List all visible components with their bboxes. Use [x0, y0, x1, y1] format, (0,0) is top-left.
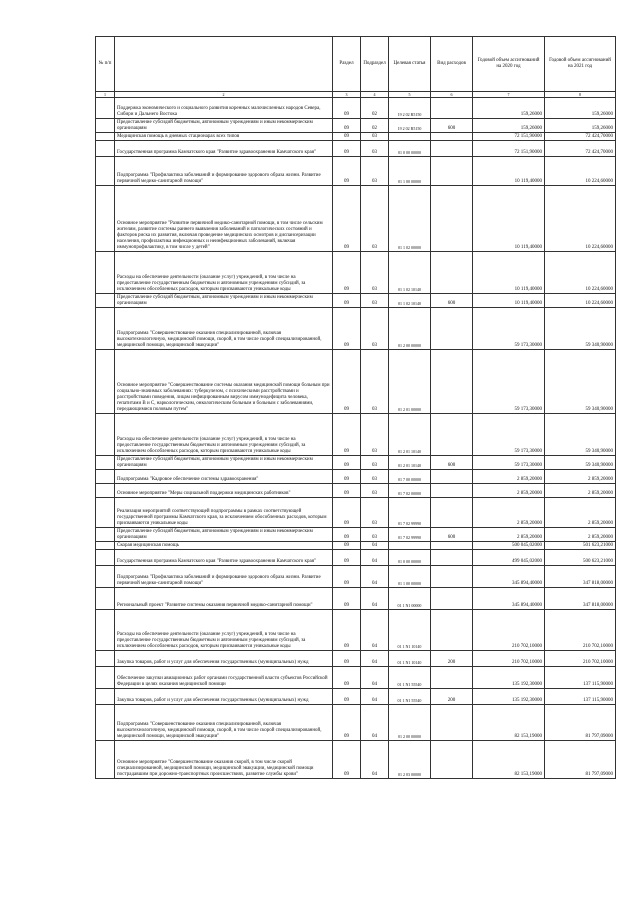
table-row	[96, 610, 616, 651]
row-expense-type-cell	[431, 542, 473, 550]
row-podrazdel-cell: 04	[361, 667, 389, 689]
row-razdel-cell: 09	[333, 542, 361, 550]
row-2021-cell: 72 424,70000	[545, 141, 616, 157]
row-podrazdel-cell: 03	[361, 456, 389, 470]
row-podrazdel-cell: 02	[361, 98, 389, 119]
row-target-article-cell: 01 0 00 00000	[389, 141, 431, 157]
row-podrazdel-cell: 03	[361, 133, 389, 141]
row-razdel-cell: 09	[333, 610, 361, 651]
row-target-article-cell: 01 1 00 00000	[389, 566, 431, 588]
row-podrazdel-cell: 04	[361, 550, 389, 566]
table-row	[96, 484, 616, 498]
row-razdel-cell: 09	[333, 498, 361, 528]
row-name-cell: Подпрограмма "Совершенствование оказания специализированной, включая высокотехнологичную, медицинской помощи, скорой, в том числе скорой специализированной, медицинской помощи, медицинской эвакуации"	[115, 705, 333, 741]
row-expense-type-cell	[431, 186, 473, 252]
row-name-cell: Закупка товаров, работ и услуг для обеспечения государственных (муниципальных) нужд	[115, 651, 333, 667]
table-row	[96, 350, 616, 414]
table-row	[96, 470, 616, 484]
row-number-cell	[96, 705, 115, 741]
row-2020-cell: 159,26000	[473, 119, 545, 133]
row-2020-cell: 59 173,30000	[473, 350, 545, 414]
row-podrazdel-cell: 03	[361, 186, 389, 252]
row-razdel-cell: 09	[333, 308, 361, 350]
table-row	[96, 133, 616, 141]
col-header-target-article: Целевая статья	[389, 37, 431, 92]
row-2021-cell: 2 859,20000	[545, 470, 616, 484]
row-2021-cell: 159,26000	[545, 119, 616, 133]
row-2021-cell: 59 340,90000	[545, 456, 616, 470]
row-name-cell: Расходы на обеспечение деятельности (оказание услуг) учреждений, в том числе на предоставление государственным бюджетным и автономным учреждениям субсидий, за исключением обособленных расходов, которым присваиваются уникальные коды	[115, 610, 333, 651]
row-2021-cell: 2 859,20000	[545, 528, 616, 542]
row-2020-cell: 72 151,90000	[473, 141, 545, 157]
row-target-article-cell	[389, 133, 431, 141]
row-name-cell: Предоставление субсидий бюджетным, автономным учреждениям и иным некоммерческим организациям	[115, 528, 333, 542]
col-header-razdel: Раздел	[333, 37, 361, 92]
row-name-cell: Основное мероприятие "Совершенствование системы оказания медицинской помощи больным при социально-значимых заболеваниях: туберкулезом, с психическими расстройствами и расстройствами поведения, лицам инфицированным вирусом иммунодефицита человека, гепатитами В и С, наркологическим, онкологическим больным и больным с заболеваниями, передающимися половым путем"	[115, 350, 333, 414]
row-razdel-cell: 09	[333, 294, 361, 308]
row-target-article-cell: 01 2 03 00000	[389, 741, 431, 779]
col-num-6: 6	[431, 92, 473, 98]
row-2020-cell: 159,26000	[473, 98, 545, 119]
row-podrazdel-cell: 03	[361, 157, 389, 186]
row-number-cell	[96, 350, 115, 414]
row-2020-cell: 135 192,30000	[473, 667, 545, 689]
row-target-article-cell: 01 1 02 10140	[389, 294, 431, 308]
row-2020-cell: 2 859,20000	[473, 498, 545, 528]
row-number-cell	[96, 141, 115, 157]
row-podrazdel-cell: 03	[361, 350, 389, 414]
row-expense-type-cell	[431, 157, 473, 186]
row-2021-cell: 159,26000	[545, 98, 616, 119]
row-number-cell	[96, 484, 115, 498]
row-target-article-cell: 01 1 N1 10140	[389, 610, 431, 651]
row-expense-type-cell	[431, 667, 473, 689]
budget-table-sheet	[95, 36, 615, 779]
table-row	[96, 119, 616, 133]
row-razdel-cell: 09	[333, 528, 361, 542]
row-expense-type-cell: 600	[431, 528, 473, 542]
col-header-expense-type: Вид расходов	[431, 37, 473, 92]
row-number-cell	[96, 470, 115, 484]
col-num-1: 1	[96, 92, 115, 98]
col-num-4: 4	[361, 92, 389, 98]
row-number-cell	[96, 414, 115, 456]
table-row	[96, 705, 616, 741]
row-razdel-cell: 09	[333, 470, 361, 484]
row-expense-type-cell	[431, 141, 473, 157]
header-row	[96, 37, 616, 92]
row-number-cell	[96, 667, 115, 689]
row-target-article-cell: 01 1 00 00000	[389, 157, 431, 186]
row-expense-type-cell: 600	[431, 294, 473, 308]
row-name-cell: Государственная программа Камчатского края "Развитие здравоохранения Камчатского края"	[115, 141, 333, 157]
row-podrazdel-cell: 03	[361, 141, 389, 157]
row-expense-type-cell	[431, 484, 473, 498]
row-number-cell	[96, 528, 115, 542]
row-target-article-cell: 19 2 02 R5150	[389, 119, 431, 133]
row-2020-cell: 135 192,30000	[473, 689, 545, 705]
col-header-name	[115, 37, 333, 92]
row-razdel-cell: 09	[333, 689, 361, 705]
row-2020-cell: 10 119,40000	[473, 157, 545, 186]
row-expense-type-cell	[431, 610, 473, 651]
table-row	[96, 741, 616, 779]
row-podrazdel-cell: 04	[361, 610, 389, 651]
row-name-cell: Реализация мероприятий соответствующей подпрограммы в рамках соответствующей государственной программы Камчатского края, за исключением обособленных расходов, которым присваиваются уникальные коды	[115, 498, 333, 528]
row-expense-type-cell: 600	[431, 119, 473, 133]
row-podrazdel-cell: 03	[361, 470, 389, 484]
row-2021-cell: 2 859,20000	[545, 498, 616, 528]
row-expense-type-cell: 600	[431, 456, 473, 470]
row-razdel-cell: 09	[333, 667, 361, 689]
row-number-cell	[96, 566, 115, 588]
row-number-cell	[96, 741, 115, 779]
row-2021-cell: 72 424,70000	[545, 133, 616, 141]
row-razdel-cell: 09	[333, 157, 361, 186]
row-name-cell: Поддержка экономического и социального развития коренных малочисленных народов Севера, Сибири и Дальнего Востока	[115, 98, 333, 119]
row-number-cell	[96, 610, 115, 651]
row-name-cell: Закупка товаров, работ и услуг для обеспечения государственных (муниципальных) нужд	[115, 689, 333, 705]
row-target-article-cell: 01 1 N1 10140	[389, 651, 431, 667]
row-expense-type-cell	[431, 705, 473, 741]
row-name-cell: Подпрограмма "Кадровое обеспечение системы здравоохранения"	[115, 470, 333, 484]
row-2020-cell: 72 151,90000	[473, 133, 545, 141]
row-podrazdel-cell: 03	[361, 308, 389, 350]
row-target-article-cell: 01 2 00 00000	[389, 705, 431, 741]
row-number-cell	[96, 308, 115, 350]
table-row	[96, 528, 616, 542]
row-2021-cell: 59 340,90000	[545, 350, 616, 414]
row-number-cell	[96, 542, 115, 550]
row-2021-cell: 347 818,00000	[545, 588, 616, 610]
row-2021-cell: 137 115,90000	[545, 689, 616, 705]
row-number-cell	[96, 456, 115, 470]
row-2021-cell: 210 702,10000	[545, 610, 616, 651]
row-name-cell: Подпрограмма "Профилактика заболеваний и формирование здорового образа жизни. Развитие первичной медико-санитарной помощи"	[115, 157, 333, 186]
row-target-article-cell: 01 7 02 99990	[389, 528, 431, 542]
table-body	[96, 98, 616, 779]
row-name-cell: Основное мероприятие "Совершенствование оказания скорой, в том числе скорой специализированной, медицинской помощи, медицинской эвакуации, медицинской помощи пострадавшим при дорожно-транспортных происшествиях, развитие службы крови"	[115, 741, 333, 779]
row-name-cell: Региональный проект "Развитие системы оказания первичной медико-санитарной помощи"	[115, 588, 333, 610]
row-number-cell	[96, 157, 115, 186]
row-razdel-cell: 09	[333, 651, 361, 667]
row-name-cell: Подпрограмма "Совершенствование оказания специализированной, включая высокотехнологичную, медицинской помощи, скорой, в том числе скорой специализированной, медицинской помощи, медицинской эвакуации"	[115, 308, 333, 350]
row-podrazdel-cell: 04	[361, 705, 389, 741]
row-podrazdel-cell: 03	[361, 498, 389, 528]
col-num-5: 5	[389, 92, 431, 98]
table-row	[96, 498, 616, 528]
table-row	[96, 651, 616, 667]
row-2020-cell: 10 119,40000	[473, 294, 545, 308]
row-target-article-cell: 01 2 01 00000	[389, 350, 431, 414]
row-razdel-cell: 09	[333, 550, 361, 566]
table-row	[96, 157, 616, 186]
row-name-cell: Расходы на обеспечение деятельности (оказание услуг) учреждений, в том числе на предоставление государственным бюджетным и автономным учреждениям субсидий, за исключением обособленных расходов, которым присваиваются уникальные коды	[115, 414, 333, 456]
row-2020-cell: 59 173,30000	[473, 308, 545, 350]
row-expense-type-cell	[431, 252, 473, 294]
col-num-2: 2	[115, 92, 333, 98]
row-2020-cell: 210 702,10000	[473, 610, 545, 651]
row-razdel-cell: 09	[333, 350, 361, 414]
row-2021-cell: 137 115,90000	[545, 667, 616, 689]
row-podrazdel-cell: 03	[361, 484, 389, 498]
row-expense-type-cell	[431, 414, 473, 456]
row-podrazdel-cell: 02	[361, 119, 389, 133]
row-razdel-cell: 09	[333, 414, 361, 456]
row-2021-cell: 10 224,60000	[545, 157, 616, 186]
row-podrazdel-cell: 04	[361, 741, 389, 779]
row-name-cell: Медицинская помощь в дневных стационарах всех типов	[115, 133, 333, 141]
row-2021-cell: 81 797,09000	[545, 741, 616, 779]
row-podrazdel-cell: 03	[361, 294, 389, 308]
table-row	[96, 667, 616, 689]
row-podrazdel-cell: 04	[361, 566, 389, 588]
row-target-article-cell: 01 7 02 99990	[389, 498, 431, 528]
row-target-article-cell: 01 1 02 10140	[389, 252, 431, 294]
row-2020-cell: 82 153,19000	[473, 741, 545, 779]
table-row	[96, 566, 616, 588]
row-razdel-cell: 09	[333, 456, 361, 470]
row-number-cell	[96, 186, 115, 252]
col-num-8: 8	[545, 92, 616, 98]
table-row	[96, 294, 616, 308]
row-podrazdel-cell: 03	[361, 414, 389, 456]
row-2020-cell: 210 702,10000	[473, 651, 545, 667]
row-razdel-cell: 09	[333, 133, 361, 141]
table-row	[96, 588, 616, 610]
row-podrazdel-cell: 03	[361, 528, 389, 542]
table-row	[96, 308, 616, 350]
table-row	[96, 252, 616, 294]
row-expense-type-cell	[431, 98, 473, 119]
table-row	[96, 550, 616, 566]
row-target-article-cell	[389, 542, 431, 550]
row-number-cell	[96, 294, 115, 308]
row-target-article-cell: 19 2 02 R5150	[389, 98, 431, 119]
row-number-cell	[96, 119, 115, 133]
row-2020-cell: 10 119,40000	[473, 186, 545, 252]
row-target-article-cell: 01 2 01 10140	[389, 414, 431, 456]
row-expense-type-cell	[431, 550, 473, 566]
row-podrazdel-cell: 04	[361, 588, 389, 610]
budget-table	[95, 36, 616, 779]
row-2020-cell: 499 045,02000	[473, 550, 545, 566]
row-name-cell: Скорая медицинская помощь	[115, 542, 333, 550]
row-2020-cell: 59 173,30000	[473, 456, 545, 470]
row-number-cell	[96, 98, 115, 119]
row-2021-cell: 2 859,20000	[545, 484, 616, 498]
row-2021-cell: 500 623,21000	[545, 550, 616, 566]
row-number-cell	[96, 498, 115, 528]
row-2021-cell: 81 797,09000	[545, 705, 616, 741]
table-row	[96, 98, 616, 119]
row-2020-cell: 2 859,20000	[473, 470, 545, 484]
row-2021-cell: 501 623,21000	[545, 542, 616, 550]
row-2021-cell: 10 224,60000	[545, 294, 616, 308]
row-podrazdel-cell: 04	[361, 689, 389, 705]
row-2021-cell: 347 818,00000	[545, 566, 616, 588]
row-target-article-cell: 01 7 02 00000	[389, 484, 431, 498]
row-name-cell: Основное мероприятие "Развитие первичной медико-санитарной помощи, в том числе сельским жителям, развитие системы раннего выявления заболеваний и патологических состояний и факторов риска их развития, включая проведение медицинских осмотров и диспансеризации населения, профилактика инфекционных и неинфекционных заболеваний, включая иммунопрофилактику, в том числе у детей"	[115, 186, 333, 252]
row-razdel-cell: 09	[333, 741, 361, 779]
row-razdel-cell: 09	[333, 252, 361, 294]
row-2020-cell: 2 859,20000	[473, 484, 545, 498]
row-target-article-cell: 01 2 01 10140	[389, 456, 431, 470]
row-name-cell: Предоставление субсидий бюджетным, автономным учреждениям и иным некоммерческим организациям	[115, 119, 333, 133]
row-number-cell	[96, 252, 115, 294]
row-razdel-cell: 09	[333, 119, 361, 133]
row-2020-cell: 59 173,30000	[473, 414, 545, 456]
table-row	[96, 542, 616, 550]
row-2021-cell: 59 340,90000	[545, 414, 616, 456]
table-row	[96, 456, 616, 470]
row-expense-type-cell: 200	[431, 651, 473, 667]
row-target-article-cell: 01 1 N1 55540	[389, 667, 431, 689]
row-number-cell	[96, 689, 115, 705]
table-row	[96, 141, 616, 157]
row-2020-cell: 2 859,20000	[473, 528, 545, 542]
row-razdel-cell: 09	[333, 705, 361, 741]
row-expense-type-cell	[431, 588, 473, 610]
row-target-article-cell: 01 1 N1 55540	[389, 689, 431, 705]
row-number-cell	[96, 133, 115, 141]
table-row	[96, 186, 616, 252]
row-expense-type-cell	[431, 308, 473, 350]
row-razdel-cell: 09	[333, 588, 361, 610]
row-expense-type-cell	[431, 350, 473, 414]
row-razdel-cell: 09	[333, 186, 361, 252]
row-target-article-cell: 01 1 N1 00000	[389, 588, 431, 610]
row-2020-cell: 500 045,02000	[473, 542, 545, 550]
row-expense-type-cell: 200	[431, 689, 473, 705]
row-target-article-cell: 01 0 00 00000	[389, 550, 431, 566]
row-2020-cell: 345 894,40000	[473, 566, 545, 588]
col-header-number: № п/п	[96, 37, 115, 92]
row-razdel-cell: 09	[333, 484, 361, 498]
row-name-cell: Предоставление субсидий бюджетным, автономным учреждениям и иным некоммерческим организациям	[115, 456, 333, 470]
table-row	[96, 689, 616, 705]
col-header-2021: Годовой объем ассигнований на 2021 год	[545, 37, 616, 92]
col-header-podrazdel: Подраздел	[361, 37, 389, 92]
row-expense-type-cell	[431, 470, 473, 484]
row-number-cell	[96, 651, 115, 667]
row-target-article-cell: 01 7 00 00000	[389, 470, 431, 484]
row-target-article-cell: 01 2 00 00000	[389, 308, 431, 350]
row-2021-cell: 10 224,60000	[545, 186, 616, 252]
row-razdel-cell: 09	[333, 566, 361, 588]
row-name-cell: Основное мероприятие "Меры социальной поддержки медицинских работников"	[115, 484, 333, 498]
table-row	[96, 414, 616, 456]
row-podrazdel-cell: 04	[361, 651, 389, 667]
col-num-3: 3	[333, 92, 361, 98]
row-podrazdel-cell: 03	[361, 252, 389, 294]
row-expense-type-cell	[431, 133, 473, 141]
row-name-cell: Государственная программа Камчатского края "Развитие здравоохранения Камчатского края"	[115, 550, 333, 566]
row-number-cell	[96, 588, 115, 610]
row-2020-cell: 10 119,40000	[473, 252, 545, 294]
row-expense-type-cell	[431, 566, 473, 588]
col-header-2020: Годовой объем ассигнований на 2020 год	[473, 37, 545, 92]
row-2021-cell: 10 224,60000	[545, 252, 616, 294]
row-name-cell: Расходы на обеспечение деятельности (оказание услуг) учреждений, в том числе на предоставление государственным бюджетным и автономным учреждениям субсидий, за исключением обособленных расходов, которым присваиваются уникальные коды	[115, 252, 333, 294]
row-target-article-cell: 01 1 02 00000	[389, 186, 431, 252]
row-podrazdel-cell: 04	[361, 542, 389, 550]
row-razdel-cell: 09	[333, 98, 361, 119]
row-2021-cell: 59 340,90000	[545, 308, 616, 350]
row-expense-type-cell	[431, 498, 473, 528]
col-num-7: 7	[473, 92, 545, 98]
row-number-cell	[96, 550, 115, 566]
row-name-cell: Обеспечение закупки авиационных работ органами государственной власти субъектов Российской Федерации в целях оказания медицинской помощи	[115, 667, 333, 689]
row-name-cell: Подпрограмма "Профилактика заболеваний и формирование здорового образа жизни. Развитие первичной медико-санитарной помощи"	[115, 566, 333, 588]
row-name-cell: Предоставление субсидий бюджетным, автономным учреждениям и иным некоммерческим организациям	[115, 294, 333, 308]
row-2020-cell: 82 153,19000	[473, 705, 545, 741]
row-expense-type-cell	[431, 741, 473, 779]
row-2020-cell: 345 894,40000	[473, 588, 545, 610]
row-2021-cell: 210 702,10000	[545, 651, 616, 667]
row-razdel-cell: 09	[333, 141, 361, 157]
